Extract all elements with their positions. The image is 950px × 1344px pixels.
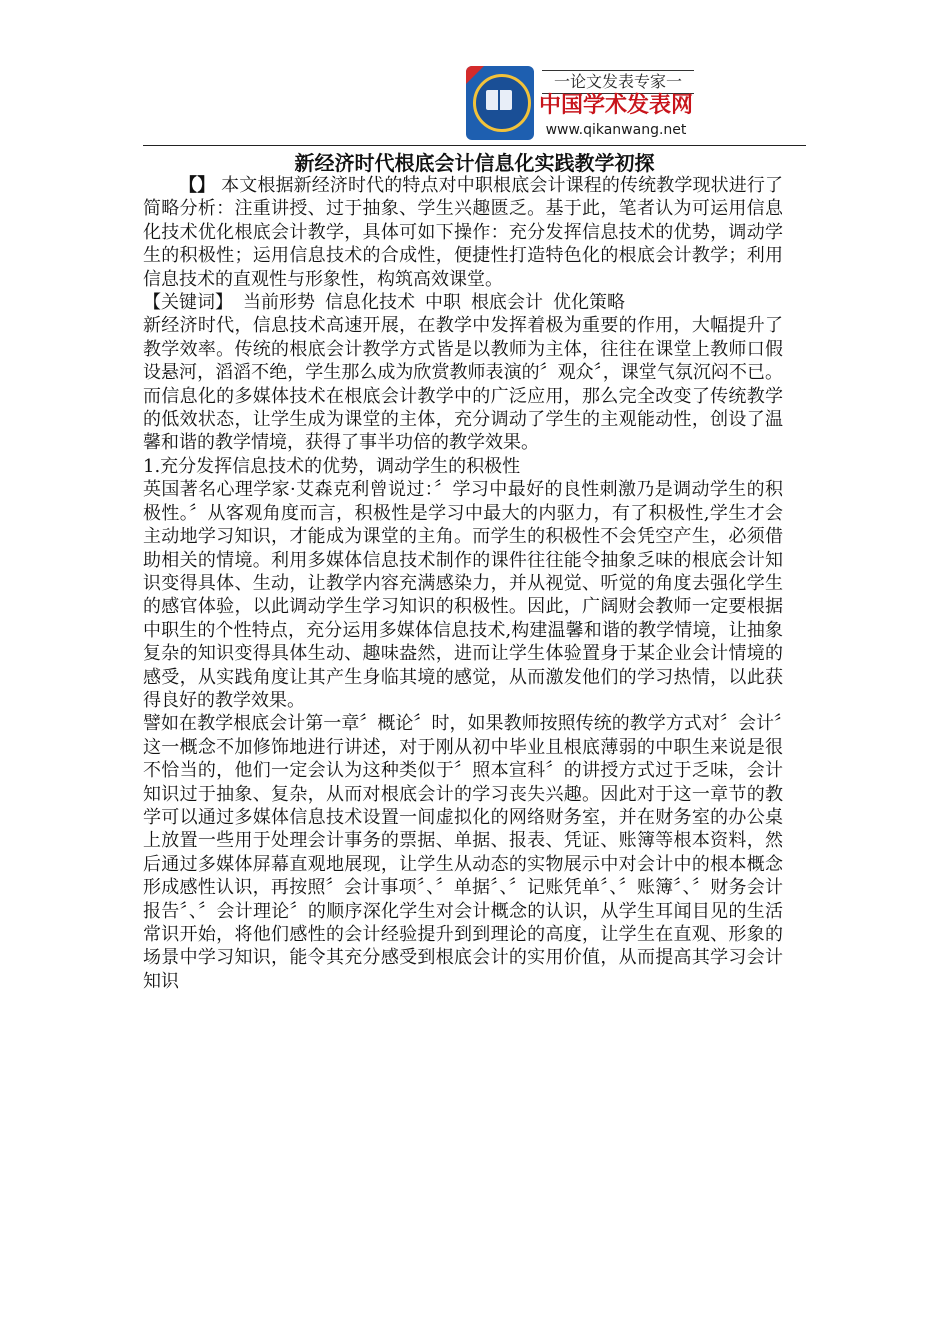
keywords-label: 【关键词】 — [143, 292, 233, 314]
abstract-bracket: 【】 — [179, 175, 216, 196]
header-divider — [143, 145, 806, 146]
keyword: 中职 — [425, 292, 461, 314]
book-emblem-icon — [466, 66, 534, 140]
intro-paragraph: 新经济时代，信息技术高速开展，在教学中发挥着极为重要的作用，大幅提升了教学效率。传统的根底会计教学方式皆是以教师为主体，往往在课堂上教师口假设悬河，滔滔不绝，学生那么成为欣赏教师表演的〞观众〞，课堂气氛沉闷不已。而信息化的多媒体技术在根底会计教学中的广泛应用，那么完全改变了传统教学的低效状态，让学生成为课堂的主体，充分调动了学生的主观能动性，创设了温馨和谐的教学情境，获得了事半功倍的教学效果。 — [143, 315, 783, 454]
keyword: 根底会计 — [471, 292, 543, 314]
section-heading: 1.充分发挥信息技术的优势，调动学生的积极性 — [143, 455, 521, 477]
keyword: 信息化技术 — [325, 292, 415, 314]
abstract-paragraph — [143, 174, 783, 291]
body-paragraph: 英国著名心理学家·艾森克利曾说过：〞学习中最好的良性刺激乃是调动学生的积极性。〞从客观角度而言，积极性是学习中最大的内驱力，有了积极性,学生才会主动地学习知识，才能成为课堂的主角。而学生的积极性不会凭空产生，必须借助相关的情境。利用多媒体信息技术制作的课件往往能令抽象乏味的根底会计知识变得具体、生动，让教学内容充满感染力，并从视觉、听觉的角度去强化学生的感官体验，以此调动学生学习知识的积极性。因此，广阔财会教师一定要根据中职生的个性特点，充分运用多媒体信息技术,构建温馨和谐的教学情境，让抽象复杂的知识变得具体生动、趣味盎然，进而让学生体验置身于某企业会计情境的感受，从实践角度让其产生身临其境的感觉，从而激发他们的学习热情，以此获得良好的教学效果。 — [143, 479, 783, 711]
keyword: 优化策略 — [553, 292, 625, 314]
keywords-line — [143, 291, 783, 314]
article-title: 新经济时代根底会计信息化实践教学初探 — [294, 151, 655, 175]
keyword: 当前形势 — [243, 292, 315, 314]
logo-url: www.qikanwang.net — [545, 122, 687, 138]
article-body — [143, 174, 783, 993]
logo-name: 中国学术发表网 — [538, 93, 693, 118]
abstract-text: 本文根据新经济时代的特点对中职根底会计课程的传统教学现状进行了简略分析：注重讲授、过于抽象、学生兴趣匮乏。基于此，笔者认为可运用信息化技术优化根底会计教学，具体可如下操作：充分发挥信息技术的优势，调动学生的积极性；运用信息技术的合成性，便捷性打造特色化的根底会计教学；利用信息技术的直观性与形象性，构筑高效课堂。 — [143, 175, 784, 290]
body-paragraph: 譬如在教学根底会计第一章〞概论〞时，如果教师按照传统的教学方式对〞会计〞这一概念不加修饰地进行讲述，对于刚从初中毕业且根底薄弱的中职生来说是很不恰当的，他们一定会认为这种类似于〞照本宣科〞的讲授方式过于乏味，会计知识过于抽象、复杂，从而对根底会计的学习丧失兴趣。因此对于这一章节的教学可以通过多媒体信息技术设置一间虚拟化的网络财务室，并在财务室的办公桌上放置一些用于处理会计事务的票据、单据、报表、凭证、账簿等根本资料，然后通过多媒体屏幕直观地展现，让学生从动态的实物展示中对会计中的根本概念形成感性认识，再按照〞会计事项〞、〞单据〞、〞记账凭单〞、〞账簿〞、〞财务会计报告〞、〞会计理论〞的顺序深化学生对会计概念的认识，从学生耳闻目见的生活常识开始，将他们感性的会计经验提升到到理论的高度，让学生在直观、形象的场景中学习知识，能令其充分感受到根底会计的实用价值，从而提高其学习会计知识 — [143, 713, 783, 992]
site-logo — [466, 66, 696, 142]
logo-tagline: 一论文发表专家一 — [542, 70, 694, 94]
